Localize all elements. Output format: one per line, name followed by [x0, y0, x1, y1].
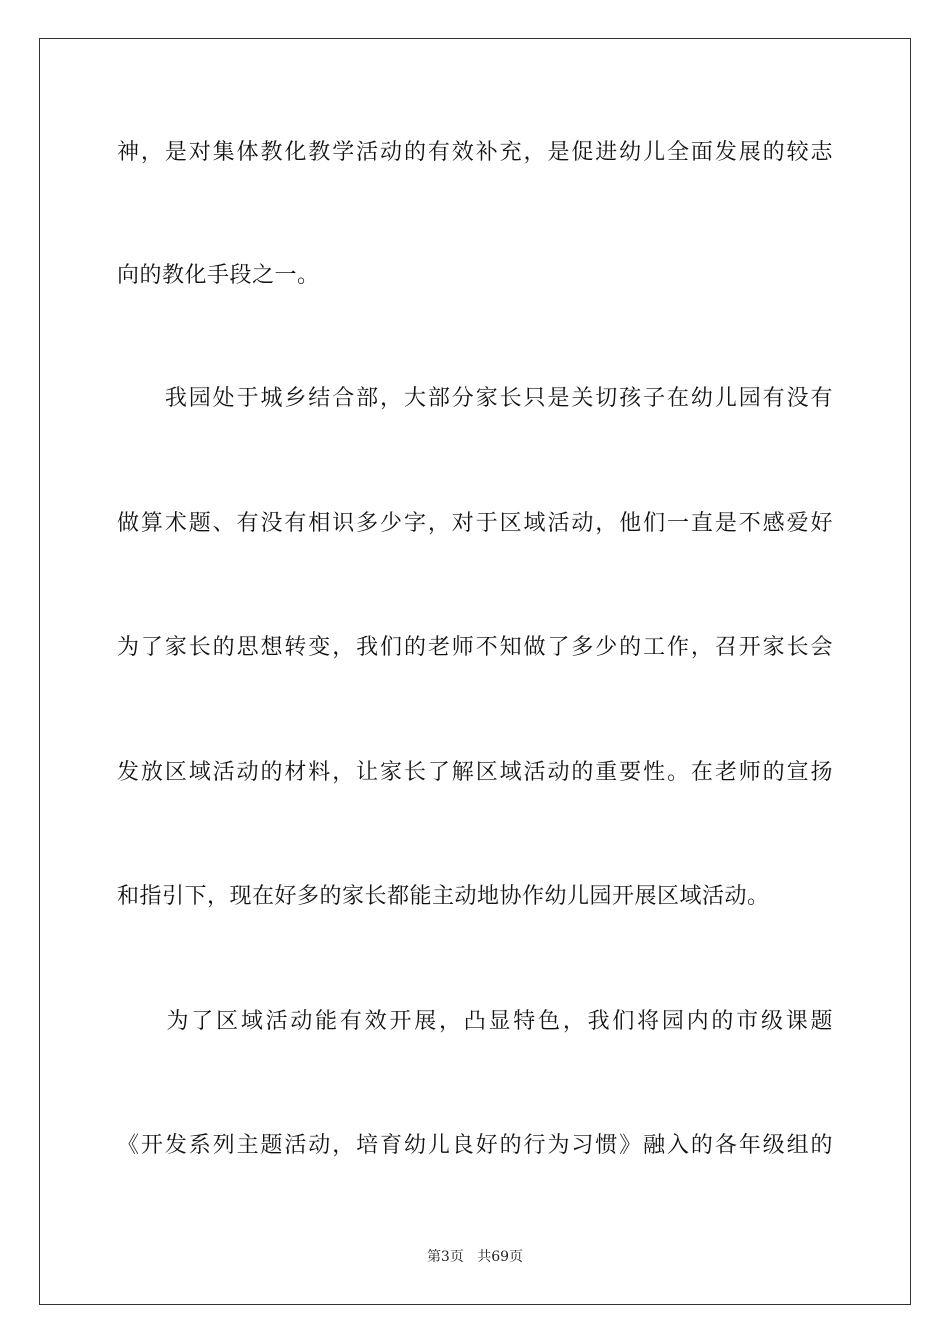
page-footer	[0, 1248, 950, 1266]
paragraph-line-3: 我园处于城乡结合部，大部分家长只是关切孩子在幼儿园有没有	[117, 386, 833, 411]
page-total: 共69页	[477, 1249, 524, 1265]
paragraph-line-7: 和指引下，现在好多的家长都能主动地协作幼儿园开展区域活动。	[117, 884, 770, 909]
paragraph-line-2: 向的教化手段之一。	[117, 263, 320, 288]
paragraph-line-4: 做算术题、有没有相识多少字，对于区域活动，他们一直是不感爱好	[117, 511, 833, 536]
paragraph-line-6: 发放区域活动的材料，让家长了解区域活动的重要性。在老师的宣扬	[117, 760, 833, 785]
paragraph-line-1: 神，是对集体教化教学活动的有效补充，是促进幼儿全面发展的较志	[117, 140, 833, 165]
paragraph-line-8: 为了区域活动能有效开展，凸显特色，我们将园内的市级课题	[117, 1009, 833, 1034]
paragraph-line-5: 为了家长的思想转变，我们的老师不知做了多少的工作，召开家长会	[117, 635, 833, 660]
page-number: 第3页	[426, 1249, 464, 1265]
page-border	[39, 38, 911, 1305]
paragraph-line-9: 《开发系列主题活动，培育幼儿良好的行为习惯》融入的各年级组的	[117, 1133, 833, 1158]
